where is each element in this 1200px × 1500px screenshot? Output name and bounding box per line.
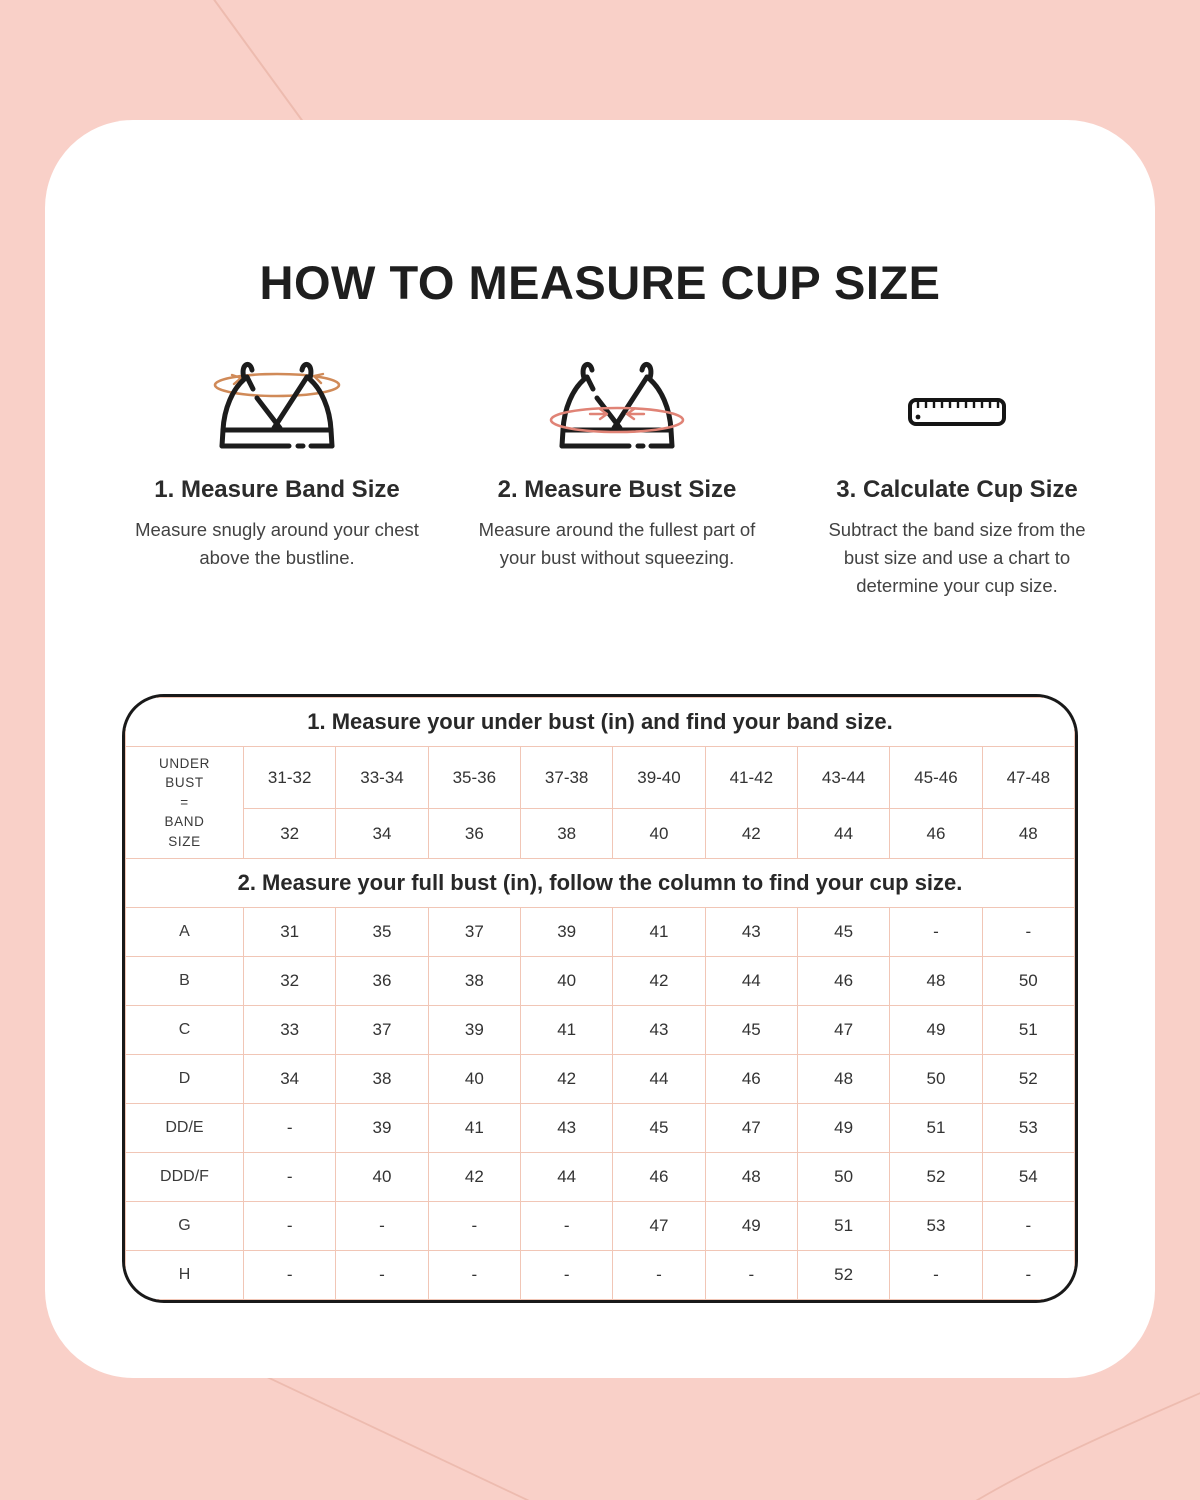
cup-size-cell: 50 — [797, 1153, 889, 1202]
cup-size-row — [126, 1006, 1075, 1055]
cup-size-row — [126, 1251, 1075, 1300]
under-bust-range-cell: 33-34 — [336, 747, 428, 809]
cup-size-cell: 33 — [244, 1006, 336, 1055]
step-measure-bust — [467, 358, 767, 599]
cup-size-cell: - — [336, 1202, 428, 1251]
cup-size-cell: 53 — [982, 1104, 1074, 1153]
cup-row-label: D — [126, 1055, 244, 1104]
cup-size-cell: - — [982, 1251, 1074, 1300]
cup-size-cell: 47 — [797, 1006, 889, 1055]
under-bust-range-cell: 37-38 — [520, 747, 612, 809]
cup-size-cell: - — [244, 1202, 336, 1251]
cup-size-cell: 45 — [705, 1006, 797, 1055]
cup-size-cell: 41 — [613, 908, 705, 957]
band-size-cell: 34 — [336, 809, 428, 859]
cup-size-cell: 41 — [520, 1006, 612, 1055]
cup-size-cell: - — [890, 1251, 982, 1300]
cup-size-cell: - — [244, 1251, 336, 1300]
cup-size-cell: 52 — [982, 1055, 1074, 1104]
cup-size-row — [126, 1153, 1075, 1202]
cup-size-cell: - — [336, 1251, 428, 1300]
cup-size-cell: - — [982, 908, 1074, 957]
page-title: HOW TO MEASURE CUP SIZE — [259, 256, 941, 310]
cup-row-label: DD/E — [126, 1104, 244, 1153]
cup-row-label: C — [126, 1006, 244, 1055]
under-bust-row — [126, 747, 1075, 809]
under-bust-band-size-label: UNDER BUST = BAND SIZE — [126, 747, 244, 859]
cup-size-cell: 35 — [336, 908, 428, 957]
cup-size-cell: - — [428, 1251, 520, 1300]
cup-size-cell: 44 — [705, 957, 797, 1006]
cup-size-cell: - — [982, 1202, 1074, 1251]
cup-size-cell: 48 — [705, 1153, 797, 1202]
cup-size-row — [126, 1055, 1075, 1104]
cup-size-cell: 51 — [797, 1202, 889, 1251]
band-size-row — [126, 809, 1075, 859]
cup-size-cell: 31 — [244, 908, 336, 957]
cup-size-cell: 53 — [890, 1202, 982, 1251]
band-size-cell: 46 — [890, 809, 982, 859]
cup-size-cell: - — [613, 1251, 705, 1300]
cup-size-cell: - — [705, 1251, 797, 1300]
cup-size-row — [126, 1104, 1075, 1153]
cup-size-cell: - — [520, 1202, 612, 1251]
cup-size-cell: 41 — [428, 1104, 520, 1153]
band-size-section-header: 1. Measure your under bust (in) and find your band size. — [126, 698, 1075, 747]
cup-size-row — [126, 957, 1075, 1006]
cup-size-cell: 40 — [520, 957, 612, 1006]
cup-size-cell: 32 — [244, 957, 336, 1006]
bra-band-measure-icon — [192, 358, 362, 468]
under-bust-range-cell: 41-42 — [705, 747, 797, 809]
cup-size-row — [126, 1202, 1075, 1251]
cup-size-cell: 44 — [520, 1153, 612, 1202]
cup-size-cell: 46 — [797, 957, 889, 1006]
under-bust-range-cell: 47-48 — [982, 747, 1074, 809]
cup-size-cell: 52 — [797, 1251, 889, 1300]
cup-size-cell: 40 — [428, 1055, 520, 1104]
cup-size-cell: 42 — [613, 957, 705, 1006]
cup-size-row — [126, 908, 1075, 957]
cup-size-cell: 39 — [520, 908, 612, 957]
cup-size-cell: 37 — [428, 908, 520, 957]
cup-row-label: DDD/F — [126, 1153, 244, 1202]
cup-size-cell: 38 — [428, 957, 520, 1006]
cup-size-cell: 52 — [890, 1153, 982, 1202]
cup-row-label: A — [126, 908, 244, 957]
cup-size-cell: 47 — [705, 1104, 797, 1153]
cup-size-cell: 39 — [428, 1006, 520, 1055]
cup-row-label: B — [126, 957, 244, 1006]
cup-size-cell: 51 — [890, 1104, 982, 1153]
size-chart — [122, 694, 1078, 1303]
cup-size-cell: 47 — [613, 1202, 705, 1251]
cup-size-cell: - — [520, 1251, 612, 1300]
cup-size-cell: 50 — [890, 1055, 982, 1104]
ruler-icon — [872, 358, 1042, 468]
step-description: Subtract the band size from the bust size and use a chart to determine your cup size. — [828, 519, 1086, 596]
under-bust-range-cell: 39-40 — [613, 747, 705, 809]
step-heading: 3. Calculate Cup Size — [836, 476, 1078, 503]
cup-size-cell: 42 — [428, 1153, 520, 1202]
cup-size-cell: 43 — [520, 1104, 612, 1153]
step-heading: 2. Measure Bust Size — [497, 476, 737, 503]
step-description: Measure snugly around your chest above the bustline. — [135, 519, 419, 568]
cup-size-cell: 49 — [705, 1202, 797, 1251]
cup-size-cell: 51 — [982, 1006, 1074, 1055]
under-bust-range-cell: 31-32 — [244, 747, 336, 809]
band-size-cell: 42 — [705, 809, 797, 859]
band-size-cell: 36 — [428, 809, 520, 859]
cup-size-cell: - — [428, 1202, 520, 1251]
cup-size-cell: - — [244, 1153, 336, 1202]
cup-size-cell: 50 — [982, 957, 1074, 1006]
under-bust-range-cell: 35-36 — [428, 747, 520, 809]
size-chart-table — [125, 697, 1075, 1300]
cup-size-cell: 48 — [890, 957, 982, 1006]
cup-size-cell: 54 — [982, 1153, 1074, 1202]
band-size-cell: 32 — [244, 809, 336, 859]
step-calculate-cup — [807, 358, 1107, 599]
band-size-cell: 38 — [520, 809, 612, 859]
cup-size-cell: 49 — [797, 1104, 889, 1153]
cup-size-cell: 44 — [613, 1055, 705, 1104]
cup-size-cell: 36 — [336, 957, 428, 1006]
band-size-cell: 40 — [613, 809, 705, 859]
cup-size-cell: 46 — [613, 1153, 705, 1202]
cup-row-label: H — [126, 1251, 244, 1300]
cup-size-cell: 40 — [336, 1153, 428, 1202]
cup-row-label: G — [126, 1202, 244, 1251]
under-bust-range-cell: 45-46 — [890, 747, 982, 809]
cup-size-cell: - — [890, 908, 982, 957]
cup-size-cell: - — [244, 1104, 336, 1153]
measure-steps — [45, 358, 1155, 599]
band-size-cell: 48 — [982, 809, 1074, 859]
cup-size-cell: 49 — [890, 1006, 982, 1055]
cup-size-cell: 45 — [613, 1104, 705, 1153]
step-heading: 1. Measure Band Size — [154, 476, 400, 503]
step-measure-band — [127, 358, 427, 599]
step-description: Measure around the fullest part of your bust without squeezing. — [478, 519, 756, 568]
bra-bust-measure-icon — [532, 358, 702, 468]
infographic-card — [45, 120, 1155, 1378]
band-size-cell: 44 — [797, 809, 889, 859]
cup-size-cell: 43 — [705, 908, 797, 957]
cup-size-cell: 39 — [336, 1104, 428, 1153]
cup-size-cell: 48 — [797, 1055, 889, 1104]
cup-size-section-header: 2. Measure your full bust (in), follow the column to find your cup size. — [126, 859, 1075, 908]
cup-size-cell: 37 — [336, 1006, 428, 1055]
cup-size-cell: 38 — [336, 1055, 428, 1104]
cup-size-cell: 46 — [705, 1055, 797, 1104]
under-bust-range-cell: 43-44 — [797, 747, 889, 809]
cup-size-cell: 34 — [244, 1055, 336, 1104]
cup-size-cell: 43 — [613, 1006, 705, 1055]
cup-size-cell: 42 — [520, 1055, 612, 1104]
cup-size-cell: 45 — [797, 908, 889, 957]
